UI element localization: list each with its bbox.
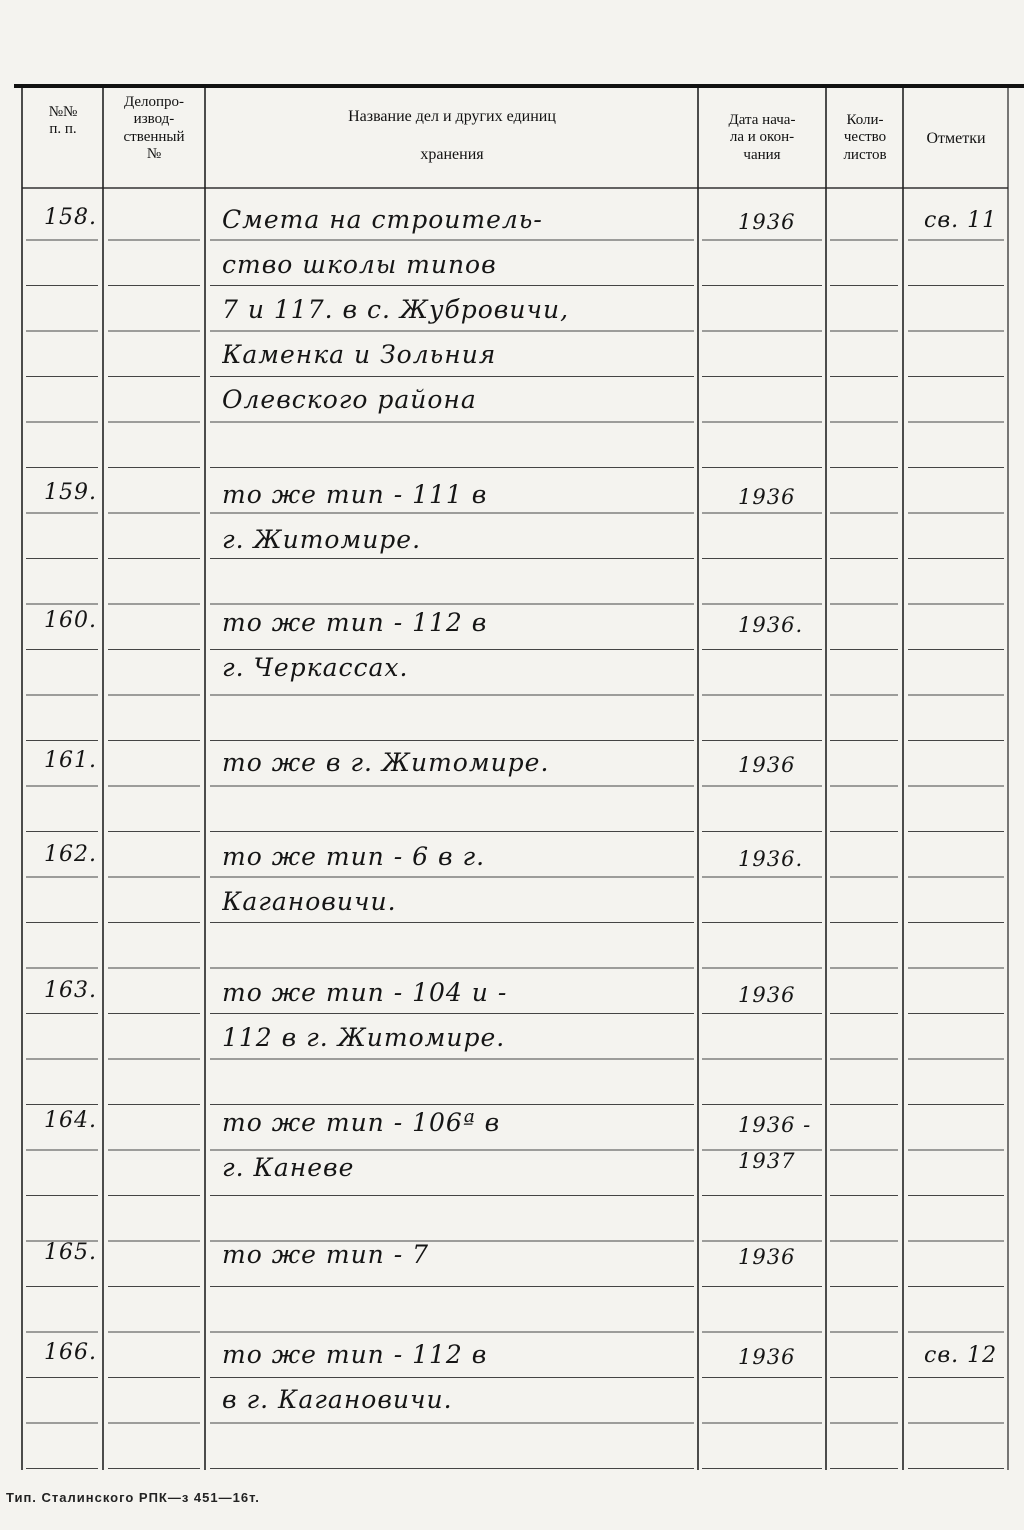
entry-title-line: то же в г. Житомире. xyxy=(222,748,550,777)
entry-title-line: Смета на строитель- xyxy=(222,205,543,234)
entry-title-line: то же тип - 106ª в xyxy=(222,1108,501,1137)
entry-title-line: то же тип - 112 в xyxy=(222,1340,488,1369)
entry-title-line: то же тип - 111 в xyxy=(222,480,488,509)
entry-notes: св. 12 xyxy=(924,1343,998,1368)
entry-title-line: Каменка и Зольния xyxy=(222,340,497,369)
entry-title-line: Олевского района xyxy=(222,385,477,414)
entry-number: 159. xyxy=(44,480,97,505)
entry-title-line: то же тип - 6 в г. xyxy=(222,842,486,871)
entry-date: 1936 xyxy=(738,983,796,1007)
entry-number: 163. xyxy=(44,978,97,1003)
entry-date: 1936 - xyxy=(738,1113,812,1137)
entry-number: 162. xyxy=(44,842,97,867)
entry-title-line: г. Черкассах. xyxy=(222,653,409,682)
entry-number: 160. xyxy=(44,608,97,633)
ruled-lines xyxy=(26,240,1004,1469)
entry-number: 161. xyxy=(44,748,97,773)
header-col-count: Коли- чество листов xyxy=(843,112,887,163)
header-col-title: Название дел и других единиц xyxy=(348,108,556,125)
header-col-office: Делопро- извод- ственный № xyxy=(123,94,185,162)
entry-date: 1936 xyxy=(738,1245,796,1269)
entry-title-line: то же тип - 7 xyxy=(222,1240,430,1269)
entry-title-line: г. Каневе xyxy=(222,1153,355,1182)
entry-date: 1936. xyxy=(738,847,804,871)
header-col-title-2: хранения xyxy=(420,146,484,163)
entry-title-line: в г. Кагановичи. xyxy=(222,1385,453,1414)
header-col-dates: Дата нача- ла и окон- чания xyxy=(728,112,796,163)
entry-title-line: ство школы типов xyxy=(222,250,497,279)
entry-number: 164. xyxy=(44,1108,97,1133)
entry-date: 1936 xyxy=(738,753,796,777)
entry-title-line: то же тип - 104 и - xyxy=(222,978,508,1007)
entry-title-line: 112 в г. Житомире. xyxy=(222,1023,506,1052)
entry-date: 1936 xyxy=(738,210,796,234)
entry-notes: св. 11 xyxy=(924,208,998,233)
entry-date: 1936 xyxy=(738,1345,796,1369)
entry-title-line: 7 и 117. в с. Жубровичи, xyxy=(222,295,570,324)
entry-number: 166. xyxy=(44,1340,97,1365)
entry-title-line: г. Житомире. xyxy=(222,525,422,554)
entry-date: 1937 xyxy=(738,1149,796,1173)
entry-number: 158. xyxy=(44,205,97,230)
entry-title-line: то же тип - 112 в xyxy=(222,608,488,637)
entry-title-line: Кагановичи. xyxy=(222,887,397,916)
header-col-num: №№ п. п. xyxy=(48,104,78,138)
entry-date: 1936 xyxy=(738,485,796,509)
entry-number: 165. xyxy=(44,1240,97,1265)
entry-date: 1936. xyxy=(738,613,804,637)
header-col-notes: Отметки xyxy=(926,130,986,147)
printer-imprint: Тип. Сталинского РПК—з 451—16т. xyxy=(6,1490,260,1505)
